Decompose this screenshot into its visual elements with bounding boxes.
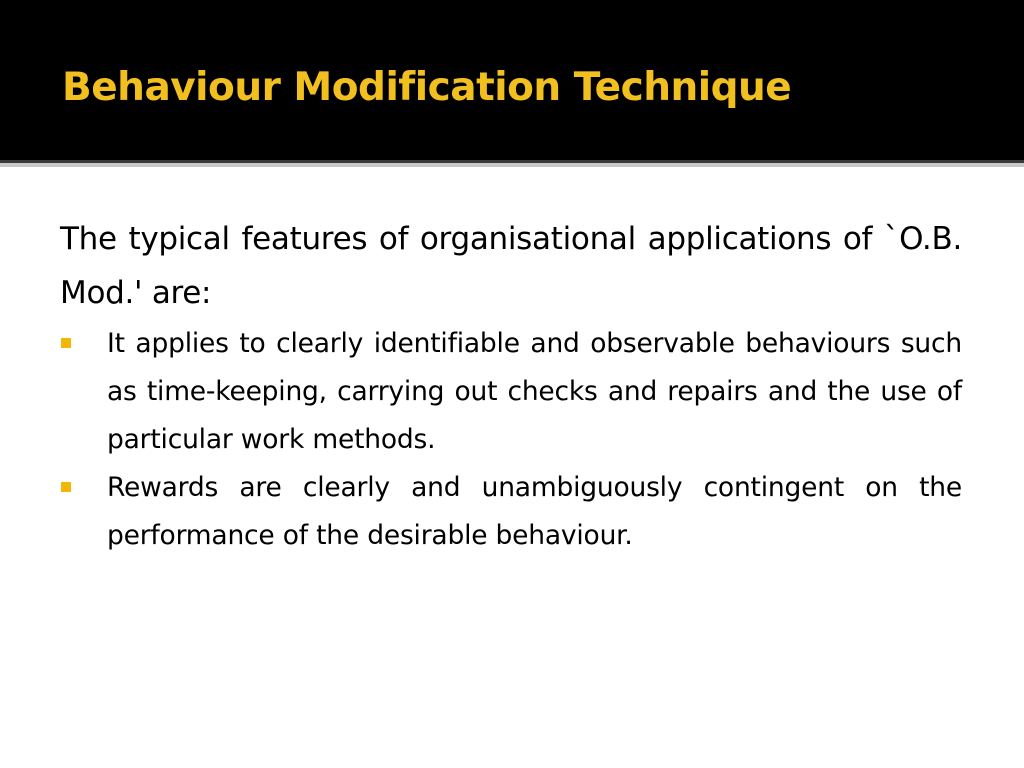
square-bullet-icon	[61, 338, 71, 348]
bullet-text-1: It applies to clearly identifiable and observable behaviours such as time-keeping, carrying out checks and repairs and the use of particular work methods.	[107, 328, 962, 455]
intro-text: The typical features of organisational applications of `O.B. Mod.' are:	[60, 221, 962, 311]
bullet-text-2: Rewards are clearly and unambiguously contingent on the performance of the desirable behaviour.	[107, 472, 962, 551]
title-bar	[0, 0, 1024, 160]
title-divider-light	[0, 163, 1024, 167]
bullet-item-1	[60, 320, 962, 464]
slide-body	[60, 212, 962, 560]
bullet-item-2	[60, 464, 962, 560]
square-bullet-icon	[61, 482, 71, 492]
slide-title: Behaviour Modification Technique	[62, 65, 792, 110]
bullet-list	[60, 320, 962, 560]
